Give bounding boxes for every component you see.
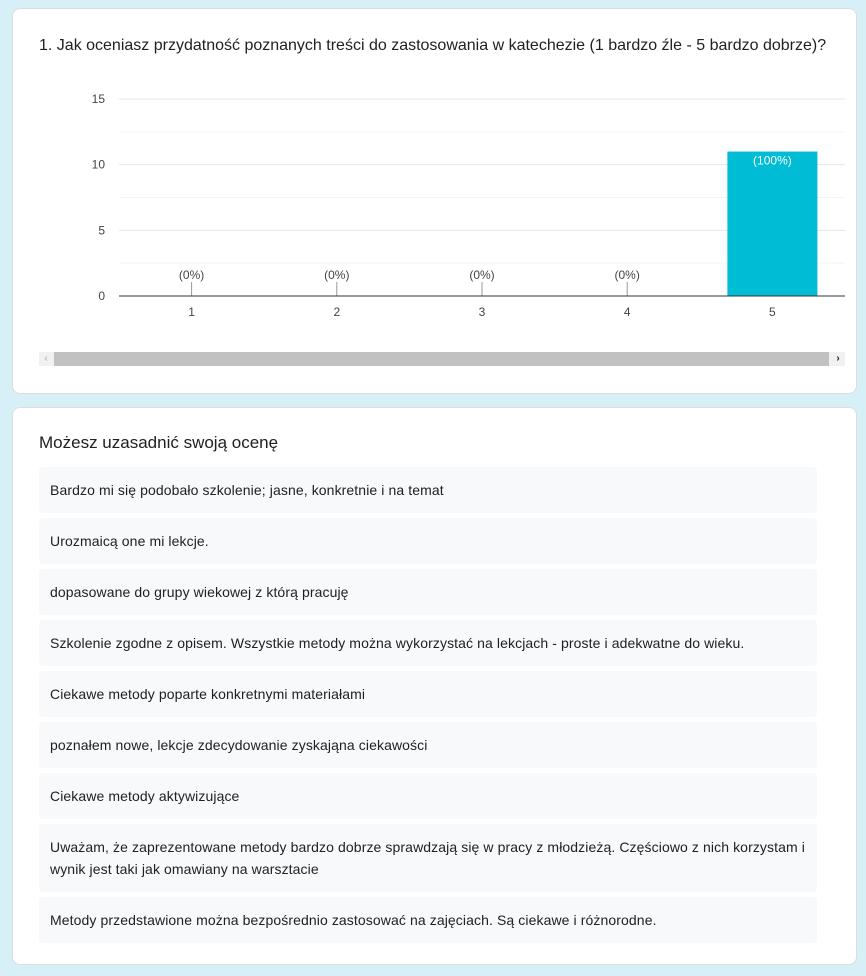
chart-horizontal-scrollbar[interactable]	[39, 352, 845, 366]
question-2-title: Możesz uzasadnić swoją ocenę	[39, 433, 279, 452]
x-tick-label: 1	[188, 305, 195, 319]
answer-item: Szkolenie zgodne z opisem. Wszystkie metody można wykorzystać na lekcjach - proste i adekwatne do wieku.	[39, 620, 817, 666]
question-2-card	[12, 407, 857, 965]
x-tick-label: 5	[769, 305, 776, 319]
x-tick-label: 2	[333, 305, 341, 319]
bar	[727, 152, 817, 296]
bar-data-label: (0%)	[469, 268, 495, 282]
scroll-right-arrow-icon[interactable]: ›	[836, 353, 840, 364]
y-tick-label: 0	[98, 289, 105, 303]
y-tick-label: 15	[91, 92, 105, 106]
question-1-card	[12, 8, 857, 394]
bar-data-label: (100%)	[753, 153, 792, 168]
answer-item: poznałem nowe, lekcje zdecydowanie zyskająna ciekawości	[39, 722, 817, 768]
answers-list	[39, 467, 817, 948]
y-tick-label: 10	[91, 157, 105, 172]
answer-item: Uważam, że zaprezentowane metody bardzo dobrze sprawdzają się w pracy z młodzieżą. Częściowo z nich korzystam i wynik jest taki jak omawiany na warsztacie	[39, 824, 817, 892]
answer-item: Ciekawe metody aktywizujące	[39, 773, 817, 819]
answer-item: Urozmaicą one mi lekcje.	[39, 518, 817, 564]
answer-item: Bardzo mi się podobało szkolenie; jasne, konkretnie i na temat	[39, 467, 817, 513]
x-tick-label: 4	[623, 305, 631, 319]
bar-chart	[13, 9, 858, 339]
x-tick-label: 3	[478, 305, 486, 319]
question-1-title: 1. Jak oceniasz przydatność poznanych treści do zastosowania w katechezie (1 bardzo źle - 5 bardzo dobrze)?	[39, 37, 827, 54]
bar-data-label: (0%)	[324, 268, 350, 282]
answer-item: Metody przedstawione można bezpośrednio zastosować na zajęciach. Są ciekawe i różnorodne.	[39, 897, 817, 943]
scroll-left-arrow-icon[interactable]: ‹	[44, 353, 48, 364]
bar-data-label: (0%)	[178, 268, 205, 282]
bar-data-label: (0%)	[614, 268, 640, 282]
scrollbar-thumb[interactable]	[54, 352, 829, 366]
answer-item: dopasowane do grupy wiekowej z którą pracuję	[39, 569, 817, 615]
y-tick-label: 5	[98, 223, 105, 238]
answer-item: Ciekawe metody poparte konkretnymi materiałami	[39, 671, 817, 717]
